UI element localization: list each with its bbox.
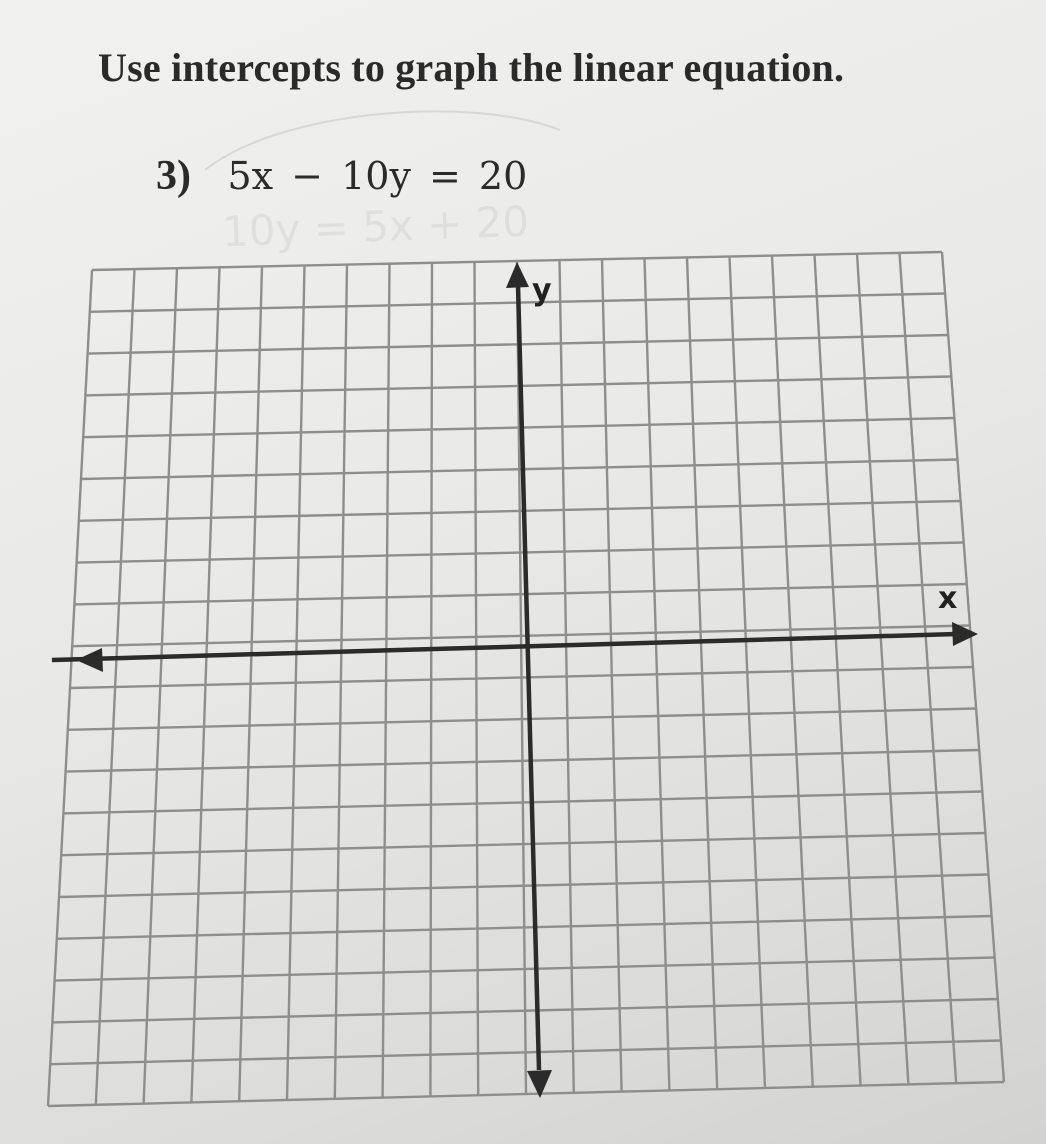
grid-lines	[48, 252, 1004, 1106]
y-axis-arrow-up	[506, 262, 529, 288]
equation-text: 5x − 10y = 20	[227, 154, 528, 198]
pencil-scratch-work: 10y = 5x + 20	[221, 196, 530, 257]
instruction-heading: Use intercepts to graph the linear equation.	[98, 45, 845, 90]
pencil-arc-mark	[205, 111, 560, 170]
y-axis-label: y	[532, 273, 552, 308]
x-axis-line	[52, 634, 957, 660]
x-axis-label: x	[938, 581, 958, 616]
problem-number: 3)	[156, 153, 191, 199]
x-axis-arrow-left	[76, 648, 103, 672]
